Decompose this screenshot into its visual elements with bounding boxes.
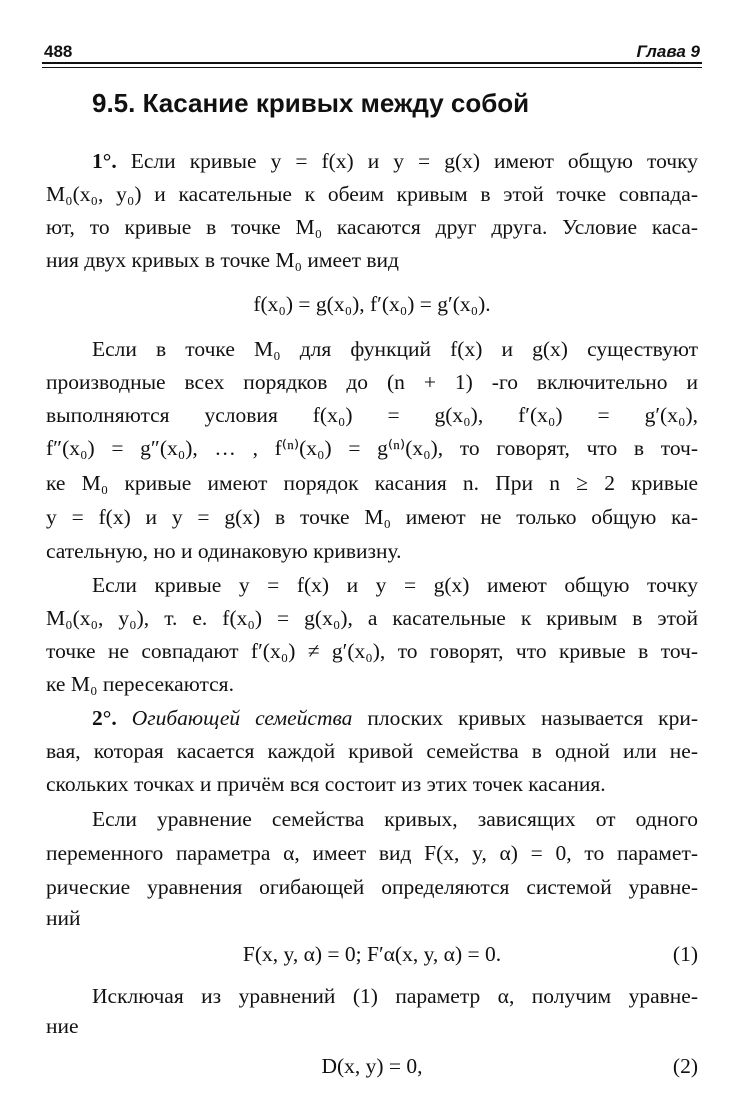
paragraph-2-line-7: сательную, но и одинаковую кривизну. [46, 539, 402, 563]
paragraph-6-line-1: Исключая из уравнений (1) параметр α, получим уравне- [92, 984, 698, 1008]
paragraph-5-line-4: ний [46, 906, 81, 930]
term-envelope: Огибающей семейства [116, 706, 353, 730]
equation-2: D(x, y) = 0, [321, 1054, 423, 1078]
equation-tangency: f(x₀) = g(x₀), f′(x₀) = g′(x₀). [253, 292, 491, 316]
item-number-2: 2°. [92, 706, 117, 730]
paragraph-4-line-1 [92, 704, 698, 732]
equation-1-number: (1) [672, 942, 698, 966]
paragraph-5-line-1: Если уравнение семейства кривых, зависящих от одного [92, 807, 698, 831]
equation-2-number: (2) [672, 1054, 698, 1078]
paragraph-2-line-4: f″(x₀) = g″(x₀), … , f⁽ⁿ⁾(x₀) = g⁽ⁿ⁾(x₀), то говорят, что в точ- [46, 436, 698, 460]
paragraph-2-line-6: y = f(x) и y = g(x) в точке M₀ имеют не только общую ка- [46, 505, 698, 529]
running-header [42, 34, 702, 64]
header-rule-thick [42, 62, 702, 64]
equation-1: F(x, y, α) = 0; F′α(x, y, α) = 0. [242, 942, 502, 966]
paragraph-4-line-2: вая, которая касается каждой кривой семейства в одной или не- [46, 739, 698, 763]
paragraph-2-line-3: выполняются условия f(x₀) = g(x₀), f′(x₀) = g′(x₀), [46, 403, 698, 427]
paragraph-1-line-3: ют, то кривые в точке M₀ касаются друг друга. Условие каса- [46, 215, 698, 239]
paragraph-3-line-3: точке не совпадают f′(x₀) ≠ g′(x₀), то говорят, что кривые в точ- [46, 639, 698, 663]
paragraph-2-line-2: производные всех порядков до (n + 1) -го включительно и [46, 370, 698, 394]
paragraph-2-line-5: ке M₀ кривые имеют порядок касания n. При n ≥ 2 кривые [46, 471, 698, 495]
paragraph-3-line-1: Если кривые y = f(x) и y = g(x) имеют общую точку [92, 573, 698, 597]
paragraph-3-line-4: ке M₀ пересекаются. [46, 672, 234, 696]
paragraph-1-line-4: ния двух кривых в точке M₀ имеет вид [46, 248, 399, 272]
paragraph-1-line-1 [92, 147, 698, 175]
paragraph-5-line-3: рические уравнения огибающей определяются системой уравне- [46, 875, 698, 899]
item-number-1: 1°. [92, 149, 117, 173]
chapter-label: Глава 9 [636, 42, 700, 61]
page-number: 488 [44, 42, 73, 61]
header-rule-thin [42, 67, 702, 68]
paragraph-1-line-1-text: Если кривые y = f(x) и y = g(x) имеют общую точку [116, 149, 698, 173]
paragraph-3-line-2: M₀(x₀, y₀), т. е. f(x₀) = g(x₀), а касательные к кривым в этой [46, 606, 698, 630]
paragraph-5-line-2: переменного параметра α, имеет вид F(x, y, α) = 0, то парамет- [46, 841, 698, 865]
paragraph-1-line-2: M₀(x₀, y₀) и касательные к обеим кривым в этой точке совпада- [46, 182, 698, 206]
paragraph-4-line-1-text: плоских кривых называется кри- [352, 706, 698, 730]
paragraph-6-line-2: ние [46, 1014, 79, 1038]
paragraph-2-line-1: Если в точке M₀ для функций f(x) и g(x) существуют [92, 337, 698, 361]
section-title: 9.5. Касание кривых между собой [92, 88, 530, 118]
paragraph-4-line-3: скольких точках и причём вся состоит из этих точек касания. [46, 772, 606, 796]
